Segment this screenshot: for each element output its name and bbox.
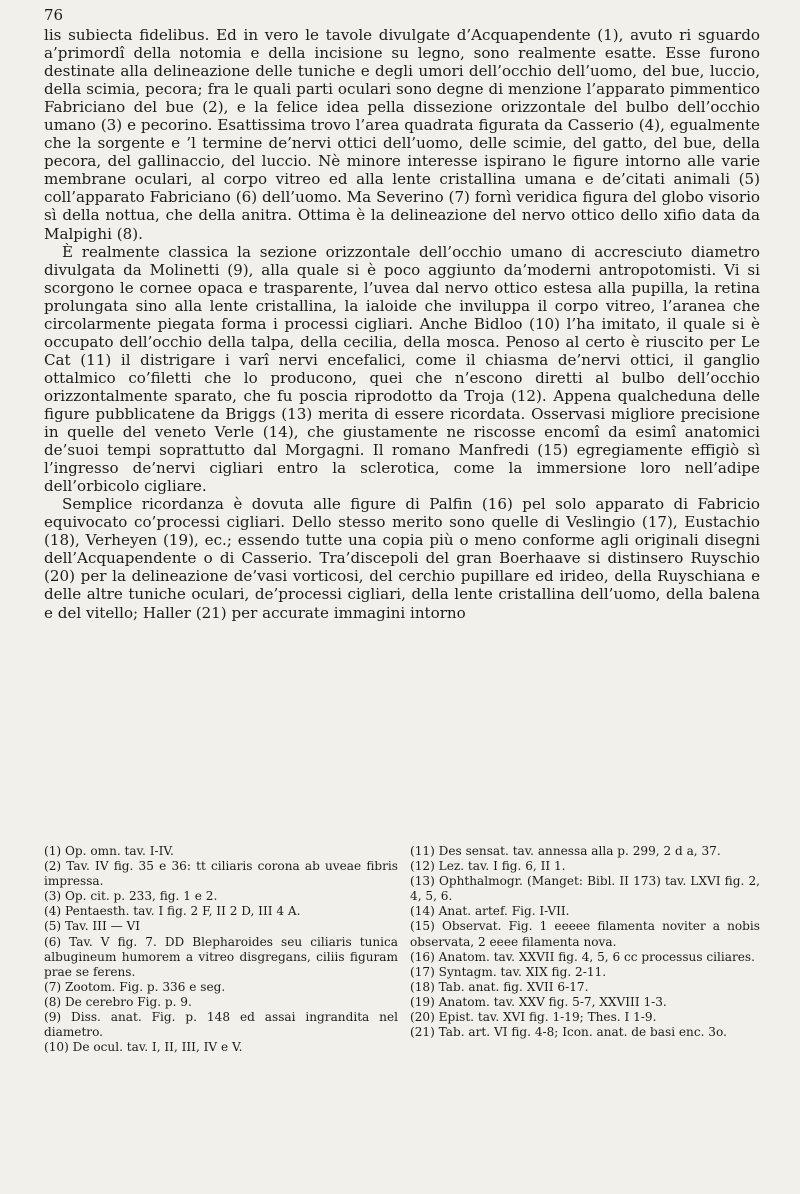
main-text	[44, 26, 760, 622]
page-number: 76	[44, 6, 64, 24]
footnote-11: (11) Des sensat. tav. annessa alla p. 299, 2 d a, 37.	[410, 844, 721, 858]
footnotes-left-column	[44, 844, 398, 1055]
footnote-18: (18) Tab. anat. fig. XVII 6-17.	[410, 979, 589, 994]
footnote-3: (3) Op. cit. p. 233, fig. 1 e 2.	[44, 889, 218, 904]
paragraph-1: lis subiecta fidelibus. Ed in vero le tavole divulgate d’Acquapendente (1), avuto ri sguardo a’primordî della notomia e della incisione su legno, sono realmente esatte. Esse furono destinate alla delineazione delle tuniche e degli umori dell’occhio dell’uomo, del bue, luccio, della scimia, pecora; fra le quali parti oculari sono degne di menzione l’apparato pimmentico Fabriciano del bue (2), e la felice idea pella dissezione orizzontale del bulbo dell’occhio umano (3) e pecorino. Esattissima trovo l’area quadrata figurata da Casserio (4), egualmente che la sorgente e ’l termine de’nervi ottici dell’uomo, delle scimie, del gatto, del bue, della pecora, del gallinaccio, del luccio. Nè minore interesse ispirano le figure intorno alle varie membrane oculari, al corpo vitreo ed alla lente cristallina umana e de’citati animali (5) coll’apparato Fabriciano (6) dell’uomo. Ma Severino (7) fornì veridica figura del globo visorio sì della nottua, che della anitra. Ottima è la delineazione del nervo ottico dello xifio data da Malpighi (8).	[44, 26, 760, 243]
footnotes-right-column	[410, 844, 760, 1055]
footnotes	[44, 844, 760, 1055]
footnote-12: (12) Lez. tav. I fig. 6, II 1.	[410, 859, 566, 874]
footnote-21: (21) Tab. art. VI fig. 4-8; Icon. anat. de basi enc. 3o.	[410, 1025, 727, 1040]
footnote-5: (5) Tav. III — VI	[44, 919, 141, 934]
footnote-13: (13) Ophthalmogr. (Manget: Bibl. II 173) tav. LXVI fig. 2, 4, 5, 6.	[410, 874, 760, 904]
footnote-4: (4) Pentaesth. tav. I fig. 2 F, II 2 D, III 4 A.	[44, 904, 301, 919]
footnote-10: (10) De ocul. tav. I, II, III, IV e V.	[44, 1040, 243, 1055]
footnote-6: (6) Tav. V fig. 7. DD Blepharoides seu ciliaris tunica albugineum humorem a vitreo disgregans, ciliis figuram prae se ferens.	[44, 934, 398, 979]
footnote-19: (19) Anatom. tav. XXV fig. 5-7, XXVIII 1-3.	[410, 994, 667, 1009]
footnote-17: (17) Syntagm. tav. XIX fig. 2-11.	[410, 964, 607, 979]
footnote-9: (9) Diss. anat. Fig. p. 148 ed assai ingrandita nel diametro.	[44, 1010, 398, 1040]
paragraph-3: Semplice ricordanza è dovuta alle figure di Palfin (16) pel solo apparato di Fabricio equivocato co’processi cigliari. Dello stesso merito sono quelle di Veslingio (17), Eustachio (18), Verheyen (19), ec.; essendo tutte una copia più o meno conforme agli originali disegni dell’Acquapendente o di Casserio. Tra’discepoli del gran Boerhaave si distinsero Ruyschio (20) per la delineazione de’vasi vorticosi, del cerchio pupillare ed irideo, della Ruyschiana e delle altre tuniche oculari, de’processi cigliari, della lente cristallina dell’uomo, della balena e del vitello; Haller (21) per accurate immagini intorno	[44, 495, 760, 622]
paragraph-2: È realmente classica la sezione orizzontale dell’occhio umano di accresciuto diametro divulgata da Molinetti (9), alla quale si è poco aggiunto da’moderni antropotomisti. Vi si scorgono le cornee opaca e trasparente, l’uvea dal nervo ottico estesa alla pupilla, la retina prolungata sino alla lente cristallina, la ialoide che inviluppa il corpo vitreo, l’aranea che circolarmente piegata forma i processi cigliari. Anche Bidloo (10) l’ha imitato, il quale si è occupato dell’occhio della talpa, della cecilia, della mosca. Penoso al certo è riuscito per Le Cat (11) il distrigare i varî nervi encefalici, come il chiasma de’nervi ottici, il ganglio ottalmico co’filetti che lo producono, quei che n’escono diretti al bulbo dell’occhio orizzontalmente sparato, che fu poscia riprodotto da Troja (12). Appena qualcheduna delle figure pubblicatene da Briggs (13) merita di essere ricordata. Osservasi migliore precisione in quelle del veneto Verle (14), che giustamente ne riscosse encomî da esimî anatomici de’suoi tempi soprattutto dal Morgagni. Il romano Manfredi (15) egregiamente effigiò sì l’ingresso de’nervi cigliari entro la sclerotica, come la immersione loro nell’adipe dell’orbicolo cigliare.	[44, 242, 760, 496]
footnote-8: (8) De cerebro Fig. p. 9.	[44, 994, 192, 1009]
footnote-15: (15) Observat. Fig. 1 eeeee filamenta noviter a nobis observata, 2 eeee filamenta nova.	[410, 919, 760, 949]
footnote-2: (2) Tav. IV fig. 35 e 36: tt ciliaris corona ab uveae fibris impressa.	[44, 859, 398, 889]
footnote-20: (20) Epist. tav. XVI fig. 1-19; Thes. I 1-9.	[410, 1010, 657, 1025]
footnote-14: (14) Anat. artef. Fig. I-VII.	[410, 904, 570, 919]
footnote-7: (7) Zootom. Fig. p. 336 e seg.	[44, 979, 226, 994]
footnote-1: (1) Op. omn. tav. I-IV.	[44, 844, 174, 858]
footnote-16: (16) Anatom. tav. XXVII fig. 4, 5, 6 cc processus ciliares.	[410, 949, 755, 964]
